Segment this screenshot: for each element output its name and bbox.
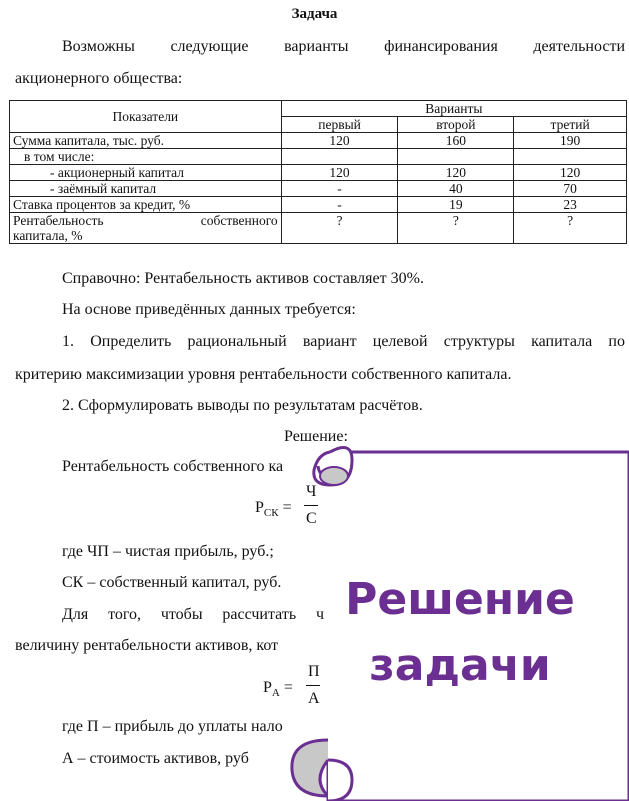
cell-value: 190 (514, 133, 627, 149)
row-label: - заёмный капитал (10, 181, 282, 197)
row-label: в том числе: (10, 149, 282, 165)
definition-a: А – стоимость активов, руб (62, 750, 249, 767)
task-2: 2. Сформулировать выводы по результатам расчётов. (62, 397, 423, 414)
para-word: Для (62, 606, 89, 623)
cell-value: 19 (398, 197, 514, 213)
solution-paragraph-2 (62, 606, 324, 624)
cell-value: ? (398, 213, 514, 244)
page-title: Задача (291, 6, 338, 22)
formula-symbol: Р (263, 679, 272, 696)
task-1-line-2: критерию максимизации уровня рентабельности собственного капитала. (15, 366, 512, 383)
cell-value: 120 (514, 165, 627, 181)
cell-value (398, 149, 514, 165)
task-1-line-1 (62, 333, 625, 351)
where-text-1: где ЧП – чистая прибыль, руб.; (62, 543, 274, 560)
task-word: Определить (90, 333, 172, 350)
cell-value: 70 (514, 181, 627, 197)
cell-value: - (281, 197, 398, 213)
table-header-row (10, 101, 627, 117)
task-word: целевой (372, 333, 428, 350)
header-variant: третий (514, 117, 627, 133)
intro-line-1 (62, 38, 625, 56)
row-label: - акционерный капитал (10, 165, 282, 181)
formula-ra-lhs (263, 679, 293, 699)
task-word: вариант (302, 333, 357, 350)
header-variant: первый (281, 117, 398, 133)
row-label: Сумма капитала, тыс. руб. (10, 133, 282, 149)
intro-word: следующие (170, 38, 249, 55)
formula-equals: = (283, 679, 293, 696)
task-word: капитала (531, 333, 593, 350)
cell-value: ? (514, 213, 627, 244)
header-variants: Варианты (281, 101, 626, 117)
header-variant: второй (398, 117, 514, 133)
variants-table (9, 100, 627, 244)
where-text-2: где П – прибыль до уплаты нало (62, 718, 283, 735)
table-row (10, 197, 627, 213)
scroll-body (328, 452, 629, 801)
task-word: рациональный (187, 333, 287, 350)
scroll-bottom-curl (292, 740, 328, 796)
requirement-text: На основе приведённых данных требуется: (62, 301, 356, 318)
formula-denominator: С (306, 510, 317, 527)
header-indicators: Показатели (10, 101, 282, 133)
para-word: того, (108, 606, 142, 623)
solution-paragraph-1: Рентабельность собственного ка (62, 458, 284, 475)
cell-value: - (281, 181, 398, 197)
row-label-part: собственного (200, 213, 278, 228)
table-row (10, 149, 627, 165)
intro-word: Возможны (62, 38, 135, 55)
overlay-title-line-1: Решение (345, 574, 575, 625)
row-label-part: капитала, % (13, 228, 83, 243)
formula-numerator: Ч (306, 483, 317, 500)
cell-value: 160 (398, 133, 514, 149)
solution-paragraph-2-line-2: величину рентабельности активов, кот (15, 637, 279, 654)
scroll-bottom-curl-front (328, 760, 352, 801)
para-word: рассчитать (222, 606, 297, 623)
scroll-top-curl-shade (320, 467, 348, 485)
cell-value: 120 (281, 133, 398, 149)
cell-value: 120 (281, 165, 398, 181)
formula-numerator: П (308, 663, 320, 680)
definition-ck: СК – собственный капитал, руб. (62, 574, 282, 591)
para-word: чтобы (160, 606, 203, 623)
row-label (10, 213, 282, 244)
row-label: Ставка процентов за кредит, % (10, 197, 282, 213)
intro-word: деятельности (533, 38, 625, 55)
task-word: структуры (443, 333, 515, 350)
formula-denominator: А (308, 690, 320, 707)
solution-label: Решение: (284, 428, 348, 445)
cell-value: ? (281, 213, 398, 244)
formula-subscript: А (271, 687, 280, 700)
overlay-title-line-2: задачи (369, 640, 551, 691)
cell-value (514, 149, 627, 165)
task-word: 1. (62, 333, 74, 350)
task-word: по (608, 333, 625, 350)
formula-equals: = (282, 499, 292, 516)
formula-subscript: СК (263, 507, 279, 520)
cell-value: 23 (514, 197, 627, 213)
row-label-part: Рентабельность (13, 213, 104, 228)
formula-symbol: Р (255, 499, 264, 516)
intro-word: варианты (284, 38, 349, 55)
formula-rsk-lhs (255, 499, 292, 519)
cell-value: 120 (398, 165, 514, 181)
table-row (10, 133, 627, 149)
table-row (10, 165, 627, 181)
cell-value (281, 149, 398, 165)
intro-word: финансирования (384, 38, 498, 55)
table-row (10, 213, 627, 244)
row-label-line (13, 213, 278, 228)
cell-value: 40 (398, 181, 514, 197)
para-word: ч (315, 606, 324, 623)
reference-note: Справочно: Рентабельность активов составляет 30%. (62, 270, 424, 287)
intro-line-2: акционерного общества: (15, 70, 183, 87)
table-row (10, 181, 627, 197)
